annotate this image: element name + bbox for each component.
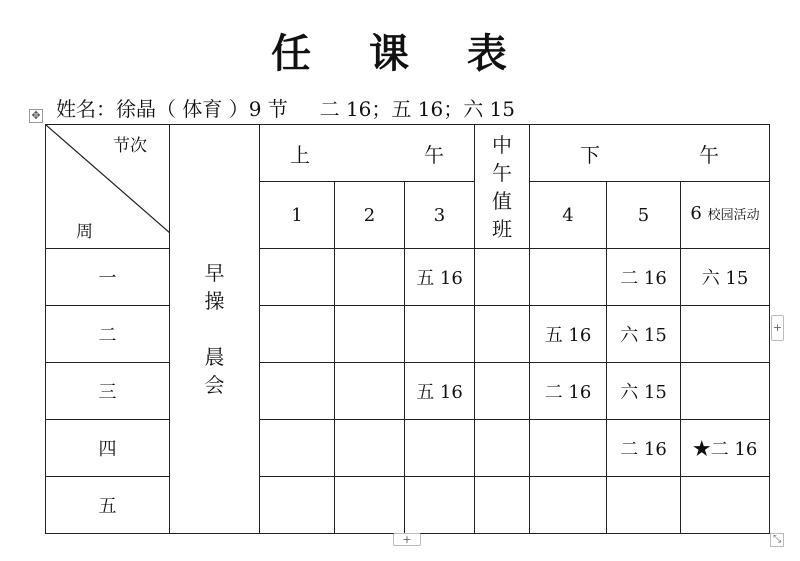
schedule-cell[interactable] [260,420,335,477]
day-label: 三 [46,363,170,420]
period-6-number: 6 [690,203,702,224]
schedule-cell[interactable] [530,249,607,306]
day-label: 五 [46,477,170,534]
morning-char: 会 [204,373,225,397]
schedule-cell[interactable]: 五 16 [405,363,475,420]
morning-char [170,315,259,343]
schedule-cell[interactable]: 二 16 [530,363,607,420]
schedule-cell[interactable] [335,249,405,306]
day-label: 一 [46,249,170,306]
day-label: 四 [46,420,170,477]
schedule-cell[interactable]: 二 16 [607,420,681,477]
schedule-cell[interactable]: 二 16 [607,249,681,306]
schedule-cell[interactable] [475,363,530,420]
schedule-cell[interactable] [475,249,530,306]
noon-char: 中 [492,132,513,157]
schedule-cell[interactable] [335,477,405,534]
pm-label-right: 午 [699,142,720,167]
noon-char: 午 [492,160,513,185]
schedule-cell[interactable] [681,306,770,363]
noon-char: 值 [492,188,513,213]
schedule-cell[interactable] [607,477,681,534]
schedule-cell[interactable] [260,477,335,534]
morning-char: 晨 [204,345,225,369]
teacher-info: 姓名：徐晶（ 体育 ）9 节 二 16；五 16；六 15 [56,97,516,121]
schedule-cell[interactable] [530,420,607,477]
diagonal-line [46,125,170,249]
afternoon-header [530,125,770,182]
schedule-cell[interactable] [335,420,405,477]
period-header: 2 [335,182,405,249]
schedule-cell[interactable]: 六 15 [681,249,770,306]
schedule-cell[interactable] [681,477,770,534]
schedule-cell[interactable] [530,477,607,534]
schedule-cell[interactable]: 六 15 [607,363,681,420]
corner-label-period: 节次 [113,136,147,156]
period-header: 4 [530,182,607,249]
schedule-cell[interactable] [405,420,475,477]
schedule-cell[interactable] [260,306,335,363]
add-row-icon[interactable]: + [393,533,421,546]
schedule-table [45,124,770,534]
morning-char: 早 [204,261,225,285]
add-column-icon[interactable]: + [771,315,784,341]
period-header: 1 [260,182,335,249]
schedule-cell[interactable] [405,306,475,363]
schedule-cell[interactable] [475,420,530,477]
corner-label-week: 周 [76,222,93,242]
schedule-cell[interactable] [681,363,770,420]
noon-duty-header [475,125,530,249]
table-move-handle-icon[interactable]: ✥ [29,109,43,123]
noon-char: 班 [492,216,513,241]
schedule-cell[interactable] [335,306,405,363]
morning-char: 操 [204,289,225,313]
schedule-cell[interactable] [260,249,335,306]
am-label-right: 午 [424,142,445,167]
resize-table-icon[interactable]: ⤡ [770,533,784,547]
schedule-cell[interactable]: 五 16 [530,306,607,363]
schedule-cell[interactable] [405,477,475,534]
schedule-cell[interactable]: 五 16 [405,249,475,306]
schedule-cell[interactable] [335,363,405,420]
period-6-note: 校园活动 [707,208,760,223]
pm-label-left: 下 [580,142,601,167]
day-label: 二 [46,306,170,363]
period-header: 5 [607,182,681,249]
schedule-cell[interactable]: ★二 16 [681,420,770,477]
schedule-cell[interactable] [475,306,530,363]
period-header: 3 [405,182,475,249]
schedule-cell[interactable] [260,363,335,420]
morning-assembly-cell [170,125,260,534]
morning-header [260,125,475,182]
period-header-6 [681,182,770,249]
page-title: 任 课 表 [271,31,529,77]
schedule-cell[interactable]: 六 15 [607,306,681,363]
schedule-cell[interactable] [475,477,530,534]
am-label-left: 上 [290,142,310,167]
corner-diagonal-cell [46,125,170,249]
